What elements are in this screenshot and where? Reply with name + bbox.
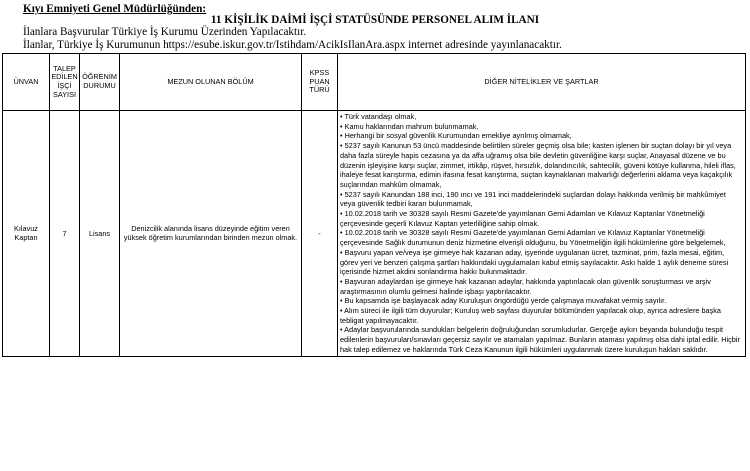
cell-requirements [338, 111, 746, 357]
header-title: ÜNVAN [3, 54, 50, 111]
header-kpss: KPSS PUAN TÜRÜ [302, 54, 338, 111]
requirement-item: • Adaylar başvurularında sundukları belgelerin doğruluğundan sorumludurlar. Gerçeğe aykırı beyanda bulunduğu tespit edilenlerin başvuruları/sınavları geçersiz sayılır ve atamaları yapılmaz. Bunların ataması yapılmış olsa dahi iptal edilir. Hiçbir hak talep edilemez ve haklarında Türk Ceza Kanunun ilgili hükümleri uygulanmak üzere kuruluşun hakları saklıdır. [340, 325, 740, 354]
personnel-table [2, 53, 746, 357]
requirement-item: • 5237 sayılı Kanundan 188 inci, 190 ıncı ve 191 inci maddelerindeki suçlardan dolayı hakkında verilmiş bir mahkûmiyet veya güvenlik tedbiri kararı bulunmamak, [340, 189, 726, 209]
cell-department: Denizcilik alanında lisans düzeyinde eğitim veren yüksek öğretim kurumlarından birinden mezun olmak. [120, 111, 302, 357]
requirement-item: • Başvuru yapan ve/veya işe girmeye hak kazanan aday, işyerinde uygulanan ücret, tazminat, prim, fazla mesai, eğitim, görev yeri ve benzeri çalışma şartları hakkındaki uygulamaları kabul etmiş sayılacaktır. Askı halde 1 aylık deneme süresi içerisinde hizmet akdini sonlandırma hakkı bulunmaktadır. [340, 247, 729, 277]
requirement-item: • 10.02.2018 tarih ve 30328 sayılı Resmi Gazete'de yayımlanan Gemi Adamları ve Kılavuz Kaptanlar Yönetmeliği çerçevesinde Sağlık durumunun deniz hizmetine elverişli olduğunu, bu Yönetmeliğin ilgili hükümlerine göre belgelemek, [340, 228, 726, 248]
page-title: 11 KİŞİLİK DAİMİ İŞÇİ STATÜSÜNDE PERSONEL ALIM İLANI [210, 14, 540, 26]
header-requirements: DİĞER NİTELİKLER VE ŞARTLAR [338, 54, 746, 111]
header-education: ÖĞRENİM DURUMU [80, 54, 120, 111]
header-department: MEZUN OLUNAN BÖLÜM [120, 54, 302, 111]
cell-education: Lisans [80, 111, 120, 357]
cell-count: 7 [50, 111, 80, 357]
requirement-item: • Bu kapsamda işe başlayacak aday Kuruluşun öngördüğü yerde çalışmaya muvafakat vermiş sayılır. [340, 296, 667, 306]
table-header-row [3, 54, 746, 111]
cell-title: Kılavuz Kaptan [3, 111, 50, 357]
header-count: TALEP EDİLEN İŞÇİ SAYISI [50, 54, 80, 111]
requirement-item: • Herhangi bir sosyal güvenlik Kurumundan emekliye ayrılmış olmamak, [340, 131, 572, 141]
institution-heading: Kıyı Emniyeti Genel Müdürlüğünden: [23, 3, 207, 15]
requirement-item: • 10.02.2018 tarih ve 30328 sayılı Resmi Gazete'de yayımlanan Gemi Adamları ve Kılavuz Kaptanlar Yönetmeliği çerçevesinde geçerli Kılavuz Kaptan yeterliliğine sahip olmak. [340, 209, 705, 228]
announcement-url-note: İlanlar, Türkiye İş Kurumunun https://esube.iskur.gov.tr/Istihdam/AcikIsIlanAra.aspx internet adresinde yayınlanacaktır. [23, 39, 562, 51]
requirement-item: • 5237 sayılı Kanunun 53 üncü maddesinde belirtilen süreler geçmiş olsa bile; kasten işlenen bir suçtan dolayı bir yıl veya daha fazla süreyle hapis cezasına ya da affa uğramış olsa bile devletin güvenliğine karşı suçlar, Anayasal düzene ve bu düzenin işleyişine karşı suçlar, zimmet, irtikâp, rüşvet, hırsızlık, dolandırıcılık, sahtecilik, güveni kötüye kullanma, hileli iflas, ihaleye fesat karıştırma, edimin ifasına fesat karıştırma, suçtan kaynaklanan malvarlığı değerlerini aklama veya kaçakçılık suçlarından mahkûm olmamak, [340, 141, 736, 189]
cell-kpss: - [302, 111, 338, 357]
table-row [3, 111, 746, 357]
requirement-item: • Başvuran adaylardan işe girmeye hak kazanan adaylar, hakkında yaptırılacak olan güvenlik soruşturması ve arşiv araştırmasının olumlu gelmesi halinde işbaşı yaptırılacaktır. [340, 276, 711, 296]
requirement-item: • Türk vatandaşı olmak, [340, 112, 417, 121]
requirement-item: • Alım süreci ile ilgili tüm duyurular; Kuruluş web sayfası duyurular bölümünden yapılacak olup, ayrıca adreslere başka tebligat yapılmayacaktır. [340, 306, 721, 325]
requirement-item: • Kamu haklarından mahrum bulunmamak, [340, 121, 479, 131]
application-note: İlanlara Başvurular Türkiye İş Kurumu Üzerinden Yapılacaktır. [23, 26, 307, 38]
